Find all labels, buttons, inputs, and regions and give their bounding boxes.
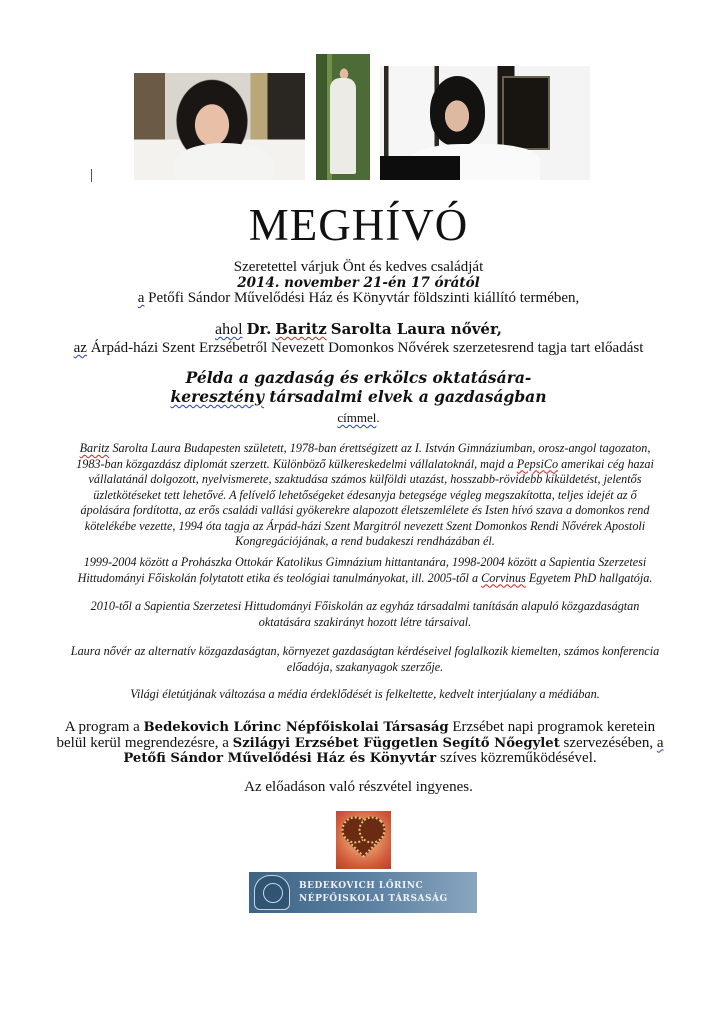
biography-paragraph-3: 2010-től a Sapientia Szerzetesi Hittudományi Főiskolán az egyház társadalmi tanításán alapuló közgazdaságtan oktatására szakirányt hozott létre társaival. [90,599,640,629]
biography-paragraph-1 [70,441,660,550]
spell-flag-word: Baritz [79,441,110,455]
speaker-order-line [0,341,717,356]
grammar-flag-word: ahol [214,321,243,338]
lecture-title-line-1: Példa a gazdaság és erkölcs oktatására- [185,368,532,387]
biography-paragraph-4: Laura nővér az alternatív közgazdaságtan, környezet gazdaságtan kérdéseivel foglalkozik kiemelten, számos konferencia előadója, szakanyagok szerzője. [70,644,660,674]
seal-icon [254,875,290,910]
banner-line-2: NÉPFŐISKOLAI TÁRSASÁG [299,894,448,904]
organizer-name: Szilágyi Erzsébet Független Segítő Nőegylet [232,735,560,751]
speaker-surname: Baritz [275,320,327,338]
program-paragraph [55,720,665,767]
venue-line [0,291,717,306]
speaker-order-text: Árpád-házi Szent Erzsébetről Nevezett Domonkos Nővérek szerzetesrend tagja tart előadást [86,340,644,356]
greeting: Szeretettel várjuk Önt és kedves családját [233,259,484,275]
page-title: MEGHÍVÓ [248,200,469,250]
lecture-suffix-punct: . [376,410,380,425]
program-text: Erzsébet napi programok keretein belül kerül megrendezésre, a [56,719,656,751]
speaker-title: Dr. [246,320,272,338]
portrait-face [430,76,485,146]
program-text: szíves közreműködésével. [436,750,597,766]
grammar-flag-word: a [137,290,145,306]
heart-icon [344,819,382,857]
bio-text: amerikai cég hazai vállalatánál dolgozott, nyelvismerete, szaktudása számos külföldi utazást, hosszabb-rövidebb kiküldetést, jelentős üzletkötéseket tett lehetővé. A felívelő lehetőségeket édesanyja betegsége végleg megszakította, teljes idejét az ő ápolására fordította, az erős családi vallási gyökerekre alapozott életszemlélete és Isten hívó szava a domonkos rend kötelékébe vezette, 1994 óta tagja az Árpád-házi Szent Margitról nevezett Szent Domonkos Rendi Nővérek Apostoli Kongregációjának, a rend budakeszi rendházában él. [80,456,654,548]
venue-text: Petőfi Sándor Művelődési Ház és Könyvtár földszinti kiállító termében, [144,290,580,306]
grammar-flag-word: címmel [337,410,377,425]
grammar-flag-word: az [73,340,87,356]
photo-nun-speaking [134,73,305,180]
bio-text: Sarolta Laura Budapesten született, 1978-ban érettségizett az I. István Gimnáziumban, orosz-angol tagozaton, 1983-ban közgazdász diplomát szerzett. Különböző külkereskedelmi vállalatoknál, majd a [76,441,651,471]
speaker-given-names: Sarolta Laura nővér, [330,320,502,338]
madonna-icon-painting [502,76,550,150]
heart-logo [336,811,391,869]
organizer-name: Petőfi Sándor Művelődési Ház és Könyvtár [123,751,437,766]
lecture-title-rest: társadalmi elvek a gazdaságban [263,387,547,406]
lecture-suffix [0,410,717,425]
event-date-time: 2014. november 21-én 17 órától [237,275,480,291]
text-cursor [91,169,92,182]
bio-text: Egyetem PhD hallgatója. [525,570,653,585]
organizer-name: Bedekovich Lőrinc Népfőiskolai Társaság [143,720,449,735]
lecture-title-line-2 [0,389,717,404]
biography-paragraph-5: Világi életútjának változása a média érdeklődését is felkeltette, kedvelt interjúalany a médiában. [130,687,600,701]
laptop [380,156,460,180]
spell-flag-word: PepsiCo [516,456,559,471]
free-entry-note: Az előadáson való részvétel ingyenes. [244,779,473,795]
program-text: A program a [64,719,144,735]
spell-flag-word: Corvinus [481,570,526,585]
bio-text: 1999-2004 között a Prohászka Ottokár Katolikus Gimnázium hittantanára, 1998-2004 között a Sapientia Szerzetesi Hittudományi Főiskolán folytatott etika és teológiai tanulmányokat, ill. 2005-től a [77,555,647,585]
grammar-flag-word: keresztény [170,387,264,406]
photo-nun-garden [316,54,370,180]
speaker-line [0,322,717,337]
organization-banner [249,872,477,913]
photo-nun-portrait [380,66,590,180]
banner-line-1: BEDEKOVICH LŐRINC [299,881,424,891]
biography-paragraph-2 [70,555,660,586]
program-text: szervezésében, [559,734,657,751]
grammar-flag-word: a [656,734,664,751]
